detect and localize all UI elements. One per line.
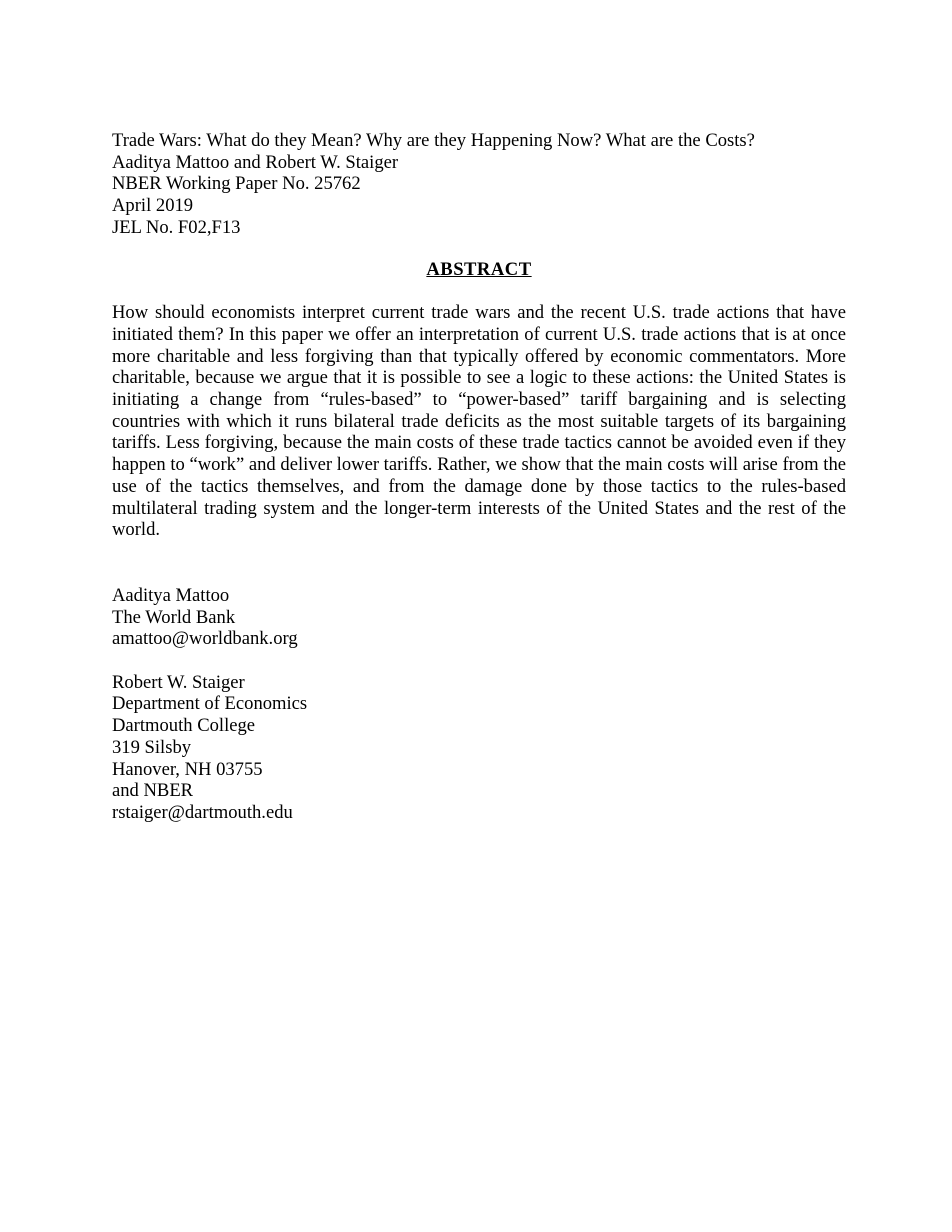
contact-department: Department of Economics: [112, 693, 308, 715]
page-content: [112, 130, 846, 824]
paper-date-line: April 2019: [112, 195, 194, 217]
paper-header-block: [112, 130, 846, 239]
contact-block-staiger: [112, 672, 846, 824]
contact-email: amattoo@worldbank.org: [112, 628, 298, 650]
paper-title-line: Trade Wars: What do they Mean? Why are they Happening Now? What are the Costs?: [112, 130, 755, 151]
contact-block-mattoo: [112, 585, 846, 650]
abstract-heading: ABSTRACT: [426, 258, 532, 280]
contact-institution: Dartmouth College: [112, 715, 256, 737]
contact-affiliation: The World Bank: [112, 606, 236, 628]
contact-email: rstaiger@dartmouth.edu: [112, 801, 293, 823]
contact-address-line: 319 Silsby: [112, 736, 192, 758]
contact-nber-line: and NBER: [112, 780, 194, 802]
abstract-text: How should economists interpret current trade wars and the recent U.S. trade actions that have initiated them? In this paper we offer an interpretation of current U.S. trade actions that is at once more charitable and less forgiving than that typically offered by economic commentators. More charitable, because we argue that it is possible to see a logic to these actions: the United States is initiating a change from “rules-based” to “power-based” tariff bargaining and is selecting countries with which it runs bilateral trade deficits as the most suitable targets of its bargaining tariffs. Less forgiving, because the main costs of these trade tactics cannot be avoided even if they happen to “work” and deliver lower tariffs. Rather, we show that the main costs will arise from the use of the tactics themselves, and from the damage done by those tactics to the rules-based multilateral trading system and the longer-term interests of the United States and the rest of the world.: [112, 302, 846, 541]
jel-codes-line: JEL No. F02,F13: [112, 216, 241, 238]
contact-name: Robert W. Staiger: [112, 671, 245, 693]
working-paper-number-line: NBER Working Paper No. 25762: [112, 173, 361, 195]
contact-city-line: Hanover, NH 03755: [112, 758, 263, 780]
paper-authors-line: Aaditya Mattoo and Robert W. Staiger: [112, 151, 399, 173]
contact-name: Aaditya Mattoo: [112, 584, 230, 606]
